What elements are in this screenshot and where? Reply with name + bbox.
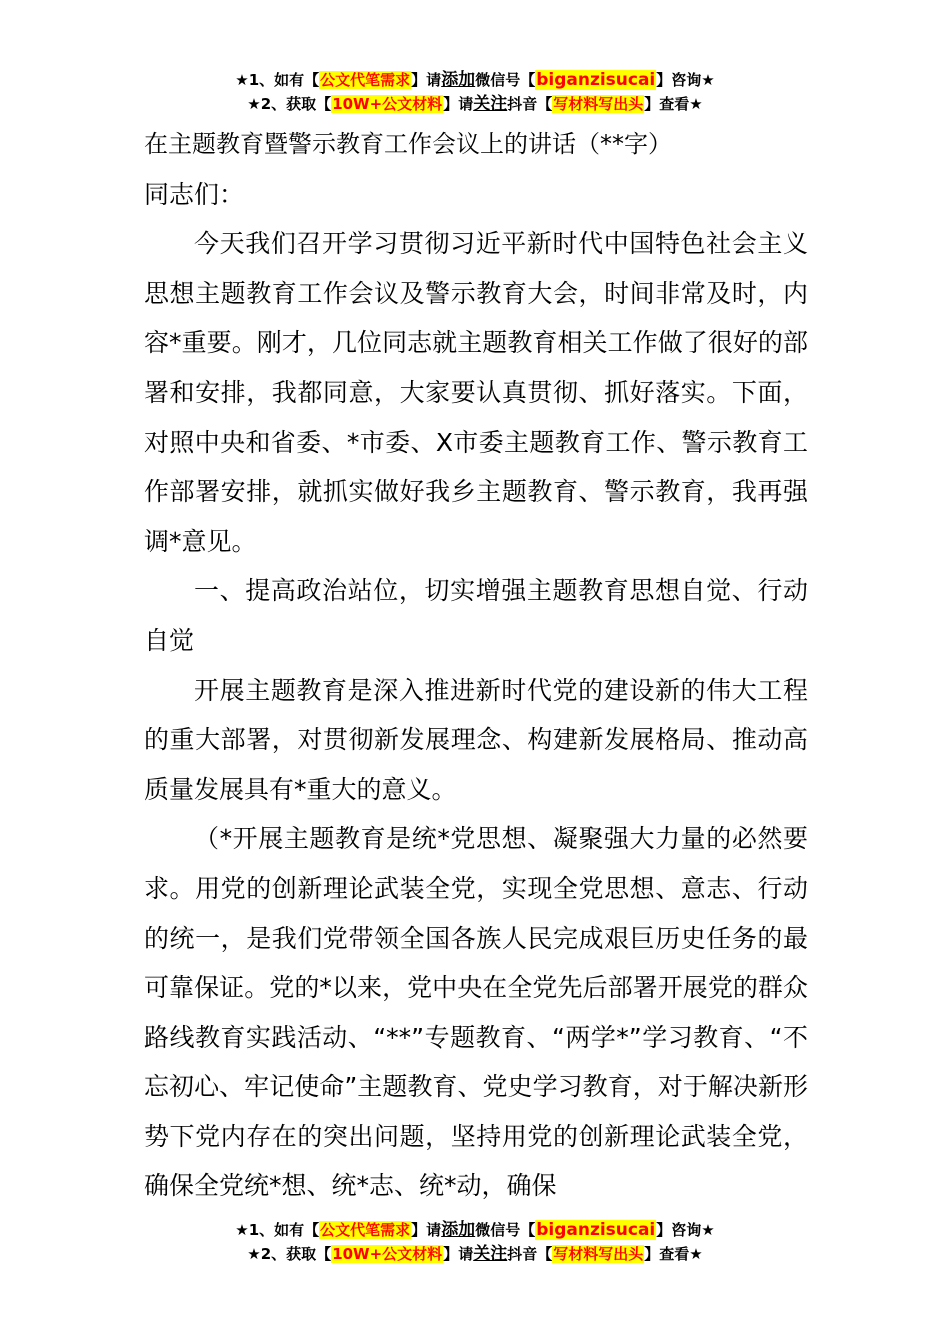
- document-body: [144, 120, 808, 1211]
- banner-text: 】咨询★: [656, 1221, 715, 1239]
- paragraph: 今天我们召开学习贯彻习近平新时代中国特色社会主义思想主题教育工作会议及警示教育大会，时间非常及时，内容*重要。刚才，几位同志就主题教育相关工作做了很好的部署和安排，我都同意，大家要认真贯彻、抓好落实。下面，对照中央和省委、*市委、X市委主题教育工作、警示教育工作部署安排，就抓实做好我乡主题教育、警示教育，我再强调*意见。: [144, 229, 808, 556]
- highlight-douyin: 写材料写出头: [553, 95, 644, 113]
- footer-banner: [0, 1218, 950, 1266]
- banner-text: 】请: [411, 71, 442, 89]
- banner-text: 】查看★: [644, 95, 703, 113]
- section-heading: 一、提高政治站位，切实增强主题教育思想自觉、行动自觉: [144, 576, 808, 655]
- underlined-text: 添加: [441, 70, 476, 90]
- banner-text: 抖音【: [507, 95, 553, 113]
- banner-text: 】请: [443, 1245, 474, 1263]
- banner-text: 】请: [411, 1221, 442, 1239]
- highlight-service: 公文代笔需求: [320, 1221, 411, 1239]
- banner-text: 】咨询★: [656, 71, 715, 89]
- highlight-service: 公文代笔需求: [320, 71, 411, 89]
- paragraph: 开展主题教育是深入推进新时代党的建设新的伟大工程的重大部署，对贯彻新发展理念、构建新发展格局、推动高质量发展具有*重大的意义。: [144, 675, 808, 804]
- document-title: 在主题教育暨警示教育工作会议上的讲话（**字）: [144, 130, 672, 158]
- underlined-text: 添加: [441, 1220, 476, 1240]
- highlight-wechat-id: biganzisucai: [536, 70, 656, 90]
- highlight-wechat-id: biganzisucai: [536, 1220, 656, 1240]
- underlined-text: 关注: [473, 94, 508, 114]
- banner-line-2: [0, 92, 950, 116]
- banner-text: 抖音【: [507, 1245, 553, 1263]
- greeting: 同志们：: [144, 179, 245, 209]
- underlined-text: 关注: [473, 1244, 508, 1264]
- banner-text: ★2、获取【: [247, 1245, 332, 1263]
- header-banner: [0, 68, 950, 116]
- highlight-materials: 10W+公文材料: [332, 1245, 443, 1263]
- banner-text: 】查看★: [644, 1245, 703, 1263]
- banner-text: 微信号【: [475, 71, 536, 89]
- banner-line-2: [0, 1242, 950, 1266]
- banner-text: 微信号【: [475, 1221, 536, 1239]
- banner-text: ★1、如有【: [235, 71, 320, 89]
- banner-line-1: [0, 68, 950, 92]
- banner-text: ★2、获取【: [247, 95, 332, 113]
- highlight-douyin: 写材料写出头: [553, 1245, 644, 1263]
- banner-line-1: [0, 1218, 950, 1242]
- paragraph: （*开展主题教育是统*党思想、凝聚强大力量的必然要求。用党的创新理论武装全党，实现全党思想、意志、行动的统一，是我们党带领全国各族人民完成艰巨历史任务的最可靠保证。党的*以来，党中央在全党先后部署开展党的群众路线教育实践活动、“**”专题教育、“两学*”学习教育、“不忘初心、牢记使命”主题教育、党史学习教育，对于解决新形势下党内存在的突出问题，坚持用党的创新理论武装全党，确保全党统*想、统*志、统*动，确保: [144, 824, 808, 1201]
- banner-text: 】请: [443, 95, 474, 113]
- highlight-materials: 10W+公文材料: [332, 95, 443, 113]
- banner-text: ★1、如有【: [235, 1221, 320, 1239]
